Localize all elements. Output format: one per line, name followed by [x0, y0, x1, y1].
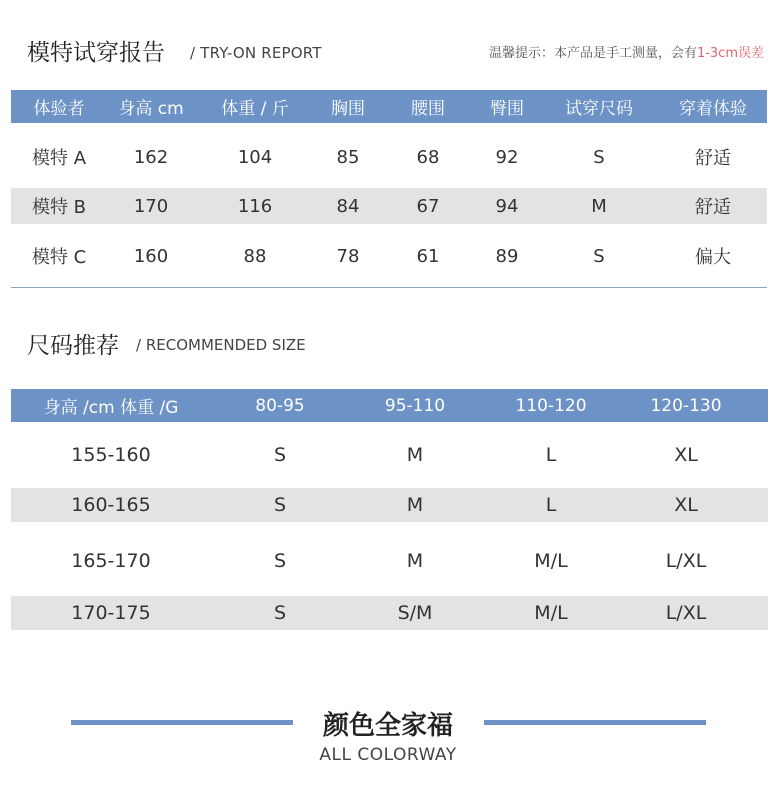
tryon-cell: M — [591, 195, 607, 217]
tryon-table-divider — [11, 287, 767, 288]
size-header-cell: 80-95 — [255, 395, 305, 416]
size-table-row — [11, 488, 768, 522]
size-header-cell: 身高 /cm 体重 /G — [43, 398, 179, 418]
tryon-cell: 170 — [133, 195, 169, 217]
size-cell: 155-160 — [71, 444, 151, 466]
tryon-cell: 85 — [336, 146, 360, 168]
size-header-cell: 110-120 — [515, 395, 587, 416]
tryon-cell: 模特 C — [31, 247, 87, 268]
size-table-row — [11, 596, 768, 630]
size-cell: L — [545, 494, 557, 516]
size-cell: M/L — [534, 602, 568, 624]
size-table-header — [11, 389, 768, 422]
colorway-subtitle: ALL COLORWAY — [319, 745, 457, 765]
size-cell: S — [273, 550, 287, 572]
colorway-left-rule — [71, 720, 293, 725]
tryon-table-row — [11, 188, 767, 224]
tryon-header-cell: 试穿尺码 — [565, 99, 633, 119]
tryon-cell: 84 — [336, 195, 360, 217]
recommend-title: 尺码推荐 — [27, 333, 119, 359]
tryon-title: 模特试穿报告 — [27, 40, 165, 66]
size-header-cell: 95-110 — [384, 395, 446, 416]
measurement-note-highlight: 1-3cm误差 — [696, 46, 764, 61]
tryon-cell: 89 — [495, 245, 519, 267]
tryon-header-cell: 身高 cm — [118, 99, 184, 119]
colorway-right-rule — [484, 720, 706, 725]
size-table-row — [11, 544, 768, 578]
tryon-cell: 88 — [243, 245, 267, 267]
size-cell: S/M — [397, 602, 433, 624]
tryon-cell: 162 — [133, 146, 169, 168]
size-cell: XL — [674, 444, 698, 466]
tryon-cell: 61 — [416, 245, 440, 267]
tryon-header-cell: 穿着体验 — [679, 99, 747, 119]
tryon-cell: 模特 B — [31, 197, 87, 218]
measurement-note — [489, 42, 764, 61]
size-cell: L — [545, 444, 557, 466]
size-cell: 160-165 — [71, 494, 151, 516]
size-cell: XL — [674, 494, 698, 516]
tryon-header-cell: 体验者 — [33, 99, 85, 119]
size-cell: 165-170 — [71, 550, 151, 572]
tryon-cell: 94 — [495, 195, 519, 217]
colorway-title: 颜色全家福 — [322, 711, 453, 741]
tryon-cell: 160 — [133, 245, 169, 267]
tryon-cell: 78 — [336, 245, 360, 267]
tryon-cell: 68 — [416, 146, 440, 168]
tryon-header-cell: 腰围 — [411, 99, 445, 119]
size-table-row — [11, 438, 768, 472]
tryon-cell: S — [593, 146, 605, 168]
tryon-cell: 67 — [416, 195, 440, 217]
size-cell: M/L — [534, 550, 568, 572]
tryon-cell: 偏大 — [695, 247, 731, 268]
tryon-cell: 104 — [237, 146, 273, 168]
tryon-cell: 模特 A — [31, 148, 87, 169]
tryon-table-row — [11, 139, 767, 175]
tryon-cell: 舒适 — [695, 197, 731, 218]
size-cell: S — [273, 602, 287, 624]
size-cell: L/XL — [665, 602, 707, 624]
tryon-header-cell: 臀围 — [490, 99, 524, 119]
size-cell: M — [406, 444, 424, 466]
size-header-cell: 120-130 — [650, 395, 722, 416]
size-cell: 170-175 — [71, 602, 151, 624]
tryon-header-cell: 体重 / 斤 — [221, 99, 289, 119]
size-cell: S — [273, 494, 287, 516]
size-cell: M — [406, 494, 424, 516]
tryon-table-row — [11, 238, 767, 274]
size-cell: M — [406, 550, 424, 572]
tryon-cell: 92 — [495, 146, 519, 168]
measurement-note-text: 温馨提示：本产品是手工测量，会有 — [488, 46, 697, 61]
size-cell: S — [273, 444, 287, 466]
tryon-cell: 116 — [237, 195, 273, 217]
tryon-subtitle: / TRY-ON REPORT — [190, 44, 322, 62]
tryon-cell: S — [593, 245, 605, 267]
recommend-subtitle: / RECOMMENDED SIZE — [136, 336, 306, 354]
tryon-cell: 舒适 — [695, 148, 731, 169]
tryon-table-header — [11, 90, 767, 123]
size-cell: L/XL — [665, 550, 707, 572]
tryon-header-cell: 胸围 — [331, 99, 365, 119]
